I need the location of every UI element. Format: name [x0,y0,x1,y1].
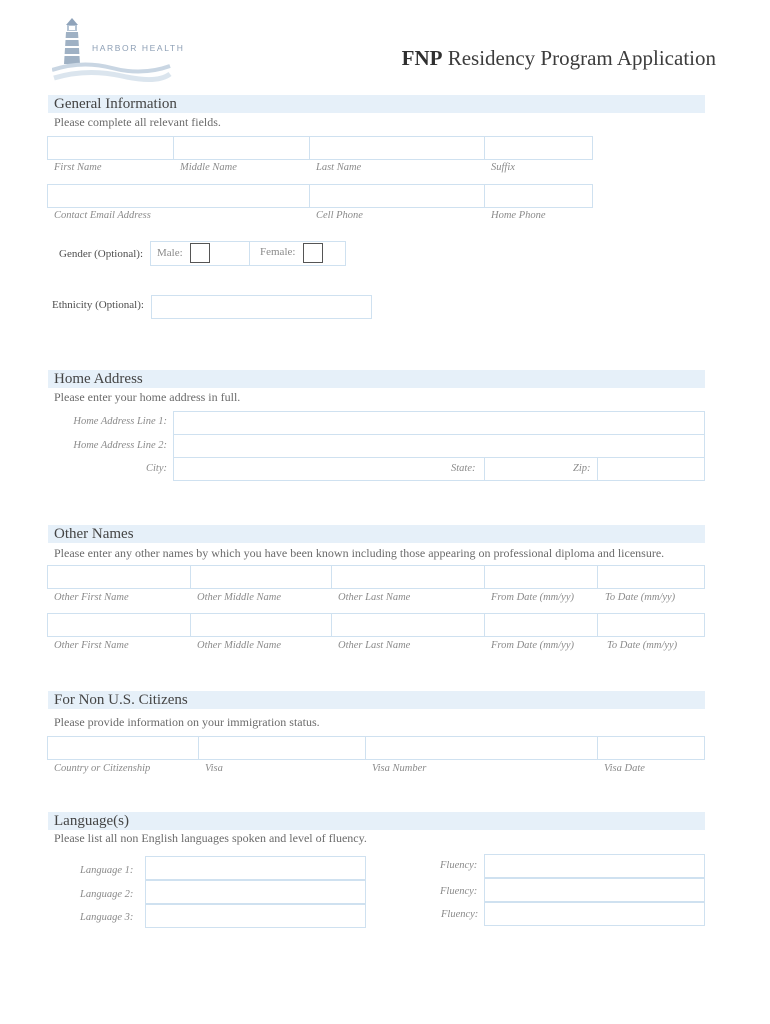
female-label: Female: [260,246,296,258]
first-name-field[interactable] [47,136,174,160]
section-subtitle: Please enter your home address in full. [54,390,241,404]
email-caption: Contact Email Address [54,210,151,221]
other-middle-name-field[interactable] [190,565,332,589]
section-other-names [48,525,705,543]
language-label: Language 3: [80,912,134,923]
other-last-name-field[interactable] [331,613,485,637]
suffix-caption: Suffix [491,162,515,173]
cell-phone-caption: Cell Phone [316,210,363,221]
fluency-2-field[interactable] [484,878,705,902]
language-1-field[interactable] [145,856,366,880]
country-field[interactable] [47,736,199,760]
fluency-label: Fluency: [440,860,478,871]
brand-name: HARBOR HEALTH [92,43,185,53]
other-middle-name-caption: Other Middle Name [197,592,281,603]
section-title: Home Address [54,371,143,387]
page-title: FNP Residency Program Application [401,46,716,70]
address-line2-field[interactable] [173,434,705,458]
first-name-caption: First Name [54,162,102,173]
other-from-date-caption: From Date (mm/yy) [491,592,575,603]
visa-date-field[interactable] [597,736,705,760]
other-last-name-caption: Other Last Name [338,592,411,603]
address-line2-label: Home Address Line 2: [73,440,167,451]
section-general [48,95,705,113]
zip-field[interactable] [597,457,705,481]
suffix-field[interactable] [484,136,593,160]
section-subtitle: Please list all non English languages spoken and level of fluency. [54,831,367,845]
last-name-caption: Last Name [316,162,362,173]
other-middle-name-field[interactable] [190,613,332,637]
language-label: Language 2: [80,889,134,900]
section-non-us-citizens [48,691,705,709]
zip-label: Zip: [573,463,591,474]
other-first-name-field[interactable] [47,613,191,637]
section-title: Language(s) [54,813,129,829]
section-title: For Non U.S. Citizens [54,692,188,708]
section-subtitle: Please complete all relevant fields. [54,115,221,129]
ethnicity-field[interactable] [151,295,372,319]
home-phone-field[interactable] [484,184,593,208]
visa-number-field[interactable] [365,736,598,760]
address-line1-field[interactable] [173,411,705,435]
male-checkbox[interactable] [190,243,210,263]
section-subtitle: Please enter any other names by which you have been known including those appearing on professional diploma and licensure. [54,546,665,560]
other-to-date-caption: To Date (mm/yy) [605,592,676,603]
other-last-name-caption: Other Last Name [338,640,411,651]
other-last-name-field[interactable] [331,565,485,589]
visa-date-caption: Visa Date [604,763,645,774]
language-3-field[interactable] [145,904,366,928]
language-label: Language 1: [80,865,134,876]
home-phone-caption: Home Phone [491,210,546,221]
visa-number-caption: Visa Number [372,763,427,774]
other-to-date-field[interactable] [597,565,705,589]
other-first-name-field[interactable] [47,565,191,589]
address-line1-label: Home Address Line 1: [73,416,167,427]
gender-label: Gender (Optional): [59,248,143,260]
section-subtitle: Please provide information on your immigration status. [54,715,320,729]
middle-name-field[interactable] [173,136,310,160]
section-title: Other Names [54,526,134,542]
city-field[interactable] [173,457,485,481]
other-to-date-caption: To Date (mm/yy) [607,640,678,651]
visa-caption: Visa [205,763,223,774]
city-label: City: [146,463,167,474]
fluency-3-field[interactable] [484,902,705,926]
section-home-address [48,370,705,388]
other-from-date-field[interactable] [484,613,598,637]
fluency-label: Fluency: [441,909,479,920]
fluency-1-field[interactable] [484,854,705,878]
other-from-date-caption: From Date (mm/yy) [491,640,575,651]
female-checkbox[interactable] [303,243,323,263]
other-middle-name-caption: Other Middle Name [197,640,281,651]
section-title: General Information [54,96,177,112]
ethnicity-label: Ethnicity (Optional): [52,299,144,311]
state-label: State: [451,463,476,474]
other-first-name-caption: Other First Name [54,592,129,603]
last-name-field[interactable] [309,136,485,160]
cell-phone-field[interactable] [309,184,485,208]
other-first-name-caption: Other First Name [54,640,129,651]
other-to-date-field[interactable] [597,613,705,637]
section-languages [48,812,705,830]
country-caption: Country or Citizenship [54,763,151,774]
language-2-field[interactable] [145,880,366,904]
visa-field[interactable] [198,736,366,760]
email-field[interactable] [47,184,310,208]
fluency-label: Fluency: [440,886,478,897]
middle-name-caption: Middle Name [180,162,237,173]
male-label: Male: [157,247,183,259]
other-from-date-field[interactable] [484,565,598,589]
